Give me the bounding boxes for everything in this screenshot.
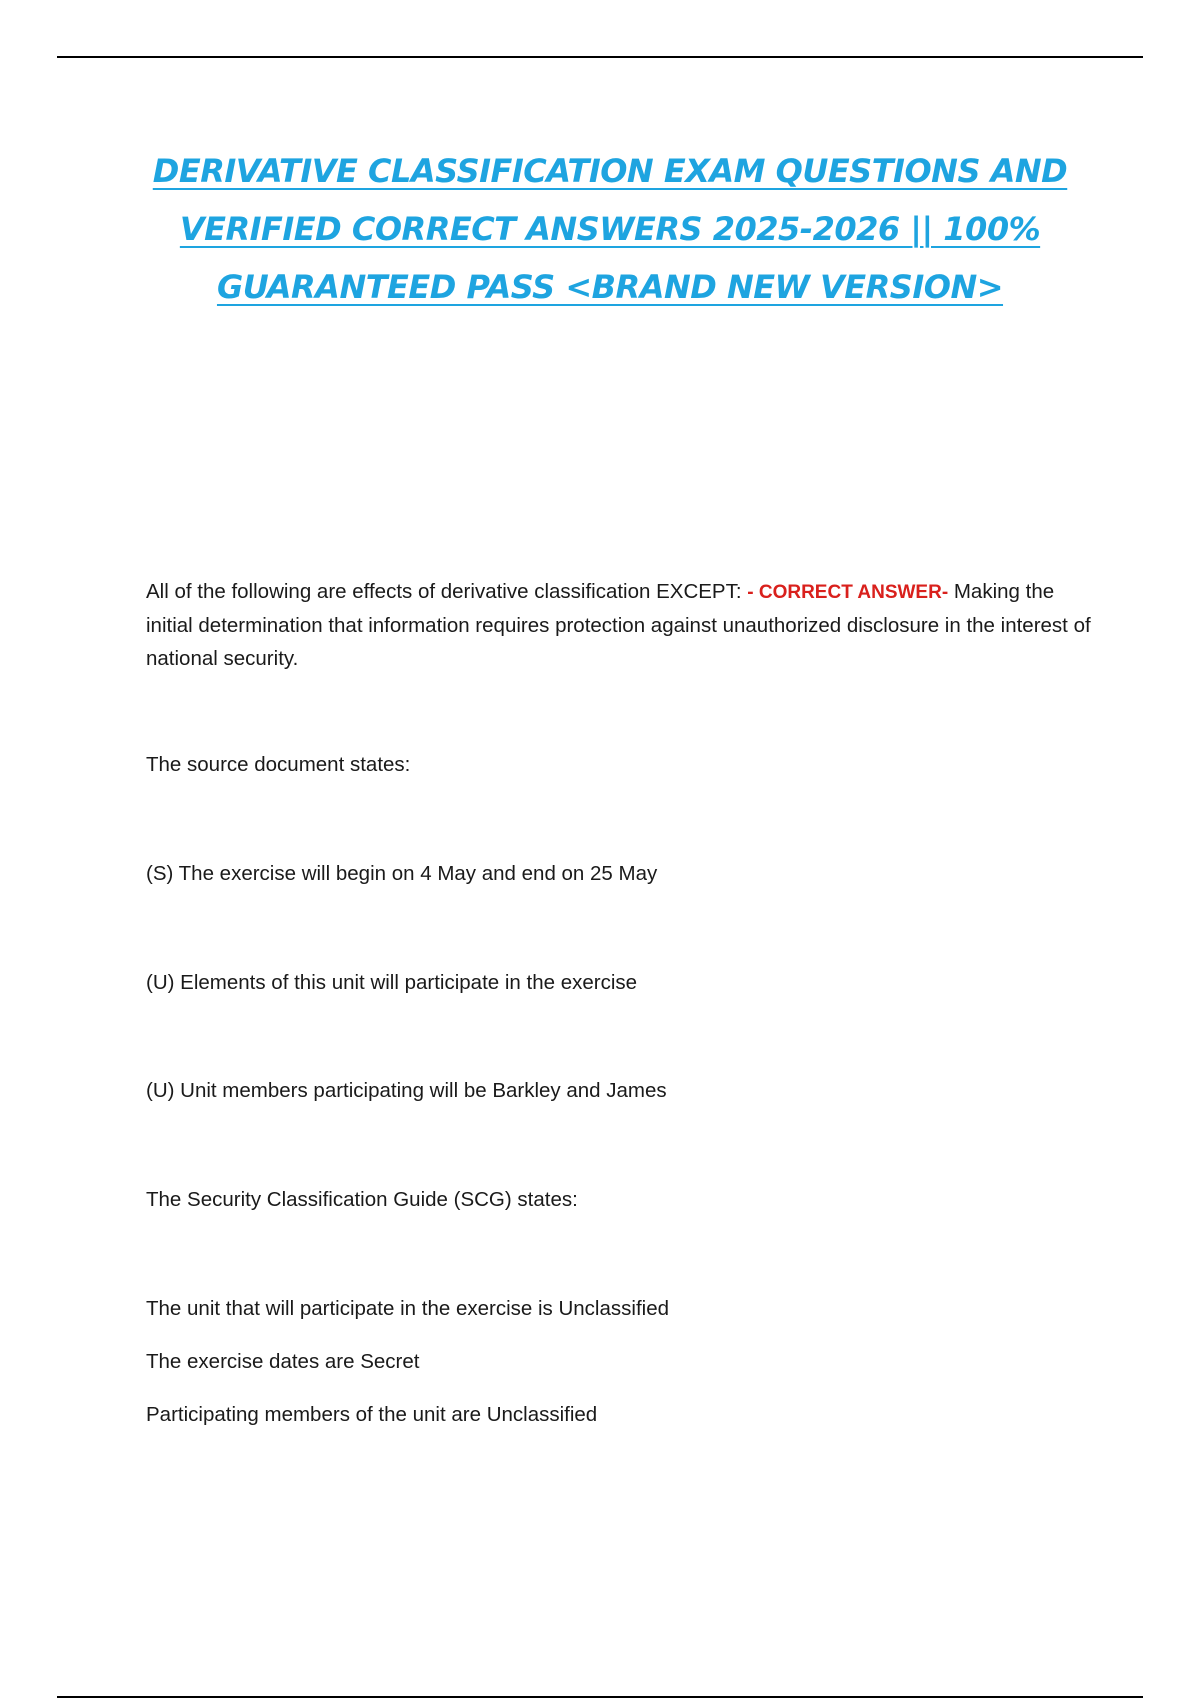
document-title-text: DERIVATIVE CLASSIFICATION EXAM QUESTIONS AND VERIFIED CORRECT ANSWERS 2025-2026 || 100% GUARANTEED PASS <BRAND NEW VERSION> — [152, 152, 1068, 306]
source-line-secret-dates: (S) The exercise will begin on 4 May and end on 25 May — [146, 862, 658, 885]
question-1-answer: Making the initial determination that information requires protection against unauthorized disclosure in the interest of national security. — [146, 580, 1091, 670]
scg-line-members: Participating members of the unit are Unclassified — [146, 1403, 598, 1426]
document-title — [140, 142, 1080, 316]
source-line-unit-members: (U) Unit members participating will be Barkley and James — [146, 1079, 667, 1102]
footer-rule — [57, 1696, 1143, 1698]
question-1 — [146, 575, 1096, 675]
correct-answer-tag: - CORRECT ANSWER- — [747, 582, 949, 603]
question-1-prompt: All of the following are effects of derivative classification EXCEPT: — [146, 580, 748, 603]
scg-line-unit: The unit that will participate in the exercise is Unclassified — [146, 1297, 669, 1320]
scg-line-dates: The exercise dates are Secret — [146, 1350, 420, 1373]
scg-heading: The Security Classification Guide (SCG) states: — [146, 1188, 578, 1211]
header-rule — [57, 56, 1143, 58]
source-document-heading: The source document states: — [146, 753, 411, 776]
source-line-unit-elements: (U) Elements of this unit will participate in the exercise — [146, 971, 638, 994]
